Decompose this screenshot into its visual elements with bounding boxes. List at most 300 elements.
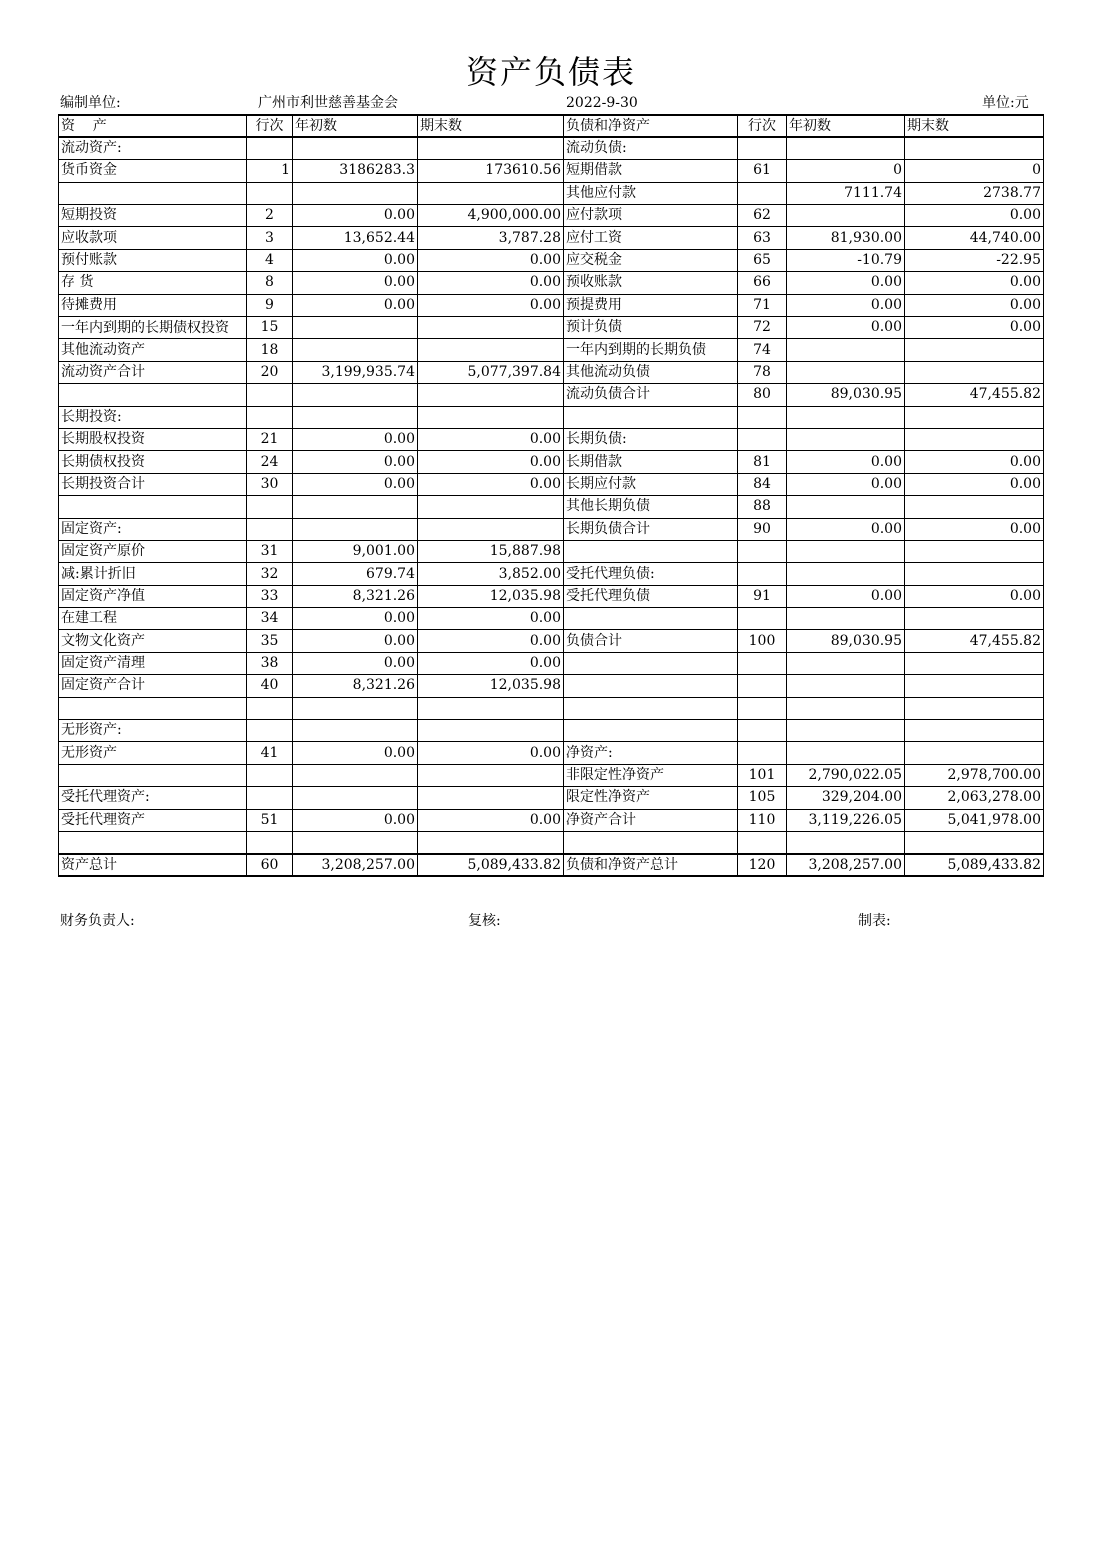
table-row	[59, 496, 1044, 518]
liab-name: 其他应付款	[564, 182, 738, 204]
asset-line	[247, 406, 293, 428]
liab-line: 62	[738, 205, 787, 227]
liab-begin	[787, 428, 905, 450]
asset-name: 文物文化资产	[59, 630, 247, 652]
liab-line: 120	[738, 854, 787, 876]
asset-end: 0.00	[418, 451, 564, 473]
liab-line: 81	[738, 451, 787, 473]
asset-line	[247, 764, 293, 786]
liab-begin: 3,119,226.05	[787, 809, 905, 831]
liab-line	[738, 608, 787, 630]
liab-line	[738, 697, 787, 719]
asset-line: 35	[247, 630, 293, 652]
asset-name	[59, 182, 247, 204]
asset-end: 0.00	[418, 608, 564, 630]
liab-begin	[787, 652, 905, 674]
liab-begin: 329,204.00	[787, 787, 905, 809]
liab-begin	[787, 361, 905, 383]
asset-begin	[293, 496, 418, 518]
liab-line: 84	[738, 473, 787, 495]
liab-line: 80	[738, 384, 787, 406]
asset-begin	[293, 764, 418, 786]
asset-line	[247, 697, 293, 719]
asset-name: 存 货	[59, 272, 247, 294]
liab-line: 63	[738, 227, 787, 249]
liab-line	[738, 675, 787, 697]
table-row	[59, 540, 1044, 562]
asset-name: 无形资产:	[59, 720, 247, 742]
col-liab: 负债和净资产	[564, 115, 738, 137]
liab-end: 0.00	[905, 518, 1044, 540]
liab-line	[738, 540, 787, 562]
table-row	[59, 764, 1044, 786]
asset-begin: 13,652.44	[293, 227, 418, 249]
asset-line: 33	[247, 585, 293, 607]
liab-begin: 0.00	[787, 473, 905, 495]
asset-begin: 3,199,935.74	[293, 361, 418, 383]
asset-line: 60	[247, 854, 293, 876]
liab-line: 78	[738, 361, 787, 383]
liab-line: 90	[738, 518, 787, 540]
asset-name: 减:累计折旧	[59, 563, 247, 585]
liab-name: 长期借款	[564, 451, 738, 473]
table-row	[59, 473, 1044, 495]
asset-end: 12,035.98	[418, 675, 564, 697]
asset-end: 0.00	[418, 473, 564, 495]
table-row	[59, 563, 1044, 585]
asset-end: 5,077,397.84	[418, 361, 564, 383]
liab-line	[738, 182, 787, 204]
asset-end: 0.00	[418, 809, 564, 831]
liab-end: 0.00	[905, 317, 1044, 339]
liab-begin: 0.00	[787, 294, 905, 316]
liab-begin: 0.00	[787, 518, 905, 540]
table-row	[59, 630, 1044, 652]
asset-end	[418, 317, 564, 339]
liab-name: 负债和净资产总计	[564, 854, 738, 876]
liab-line	[738, 406, 787, 428]
liab-end: 0.00	[905, 473, 1044, 495]
table-row	[59, 787, 1044, 809]
liab-end	[905, 540, 1044, 562]
table-row	[59, 182, 1044, 204]
liab-line: 105	[738, 787, 787, 809]
asset-begin: 679.74	[293, 563, 418, 585]
asset-end: 0.00	[418, 742, 564, 764]
liab-name: 净资产:	[564, 742, 738, 764]
table-row	[59, 697, 1044, 719]
liab-begin: 89,030.95	[787, 384, 905, 406]
unit-name: 广州市利世慈善基金会	[258, 95, 398, 111]
asset-line: 4	[247, 249, 293, 271]
asset-begin: 0.00	[293, 473, 418, 495]
liab-end	[905, 652, 1044, 674]
liab-name: 应交税金	[564, 249, 738, 271]
asset-begin: 0.00	[293, 608, 418, 630]
asset-begin	[293, 406, 418, 428]
liab-name: 长期应付款	[564, 473, 738, 495]
asset-line	[247, 384, 293, 406]
asset-begin: 0.00	[293, 742, 418, 764]
asset-begin	[293, 317, 418, 339]
table-row	[59, 406, 1044, 428]
asset-begin	[293, 518, 418, 540]
asset-line: 32	[247, 563, 293, 585]
asset-name	[59, 496, 247, 518]
table-row	[59, 428, 1044, 450]
liab-end	[905, 339, 1044, 361]
liab-begin	[787, 742, 905, 764]
asset-line: 31	[247, 540, 293, 562]
table-row	[59, 809, 1044, 831]
liab-name: 长期负债合计	[564, 518, 738, 540]
table-row	[59, 518, 1044, 540]
asset-begin: 3186283.3	[293, 160, 418, 182]
liab-name: 限定性净资产	[564, 787, 738, 809]
liab-end	[905, 608, 1044, 630]
unit-label: 编制单位:	[60, 95, 121, 111]
liab-name: 预提费用	[564, 294, 738, 316]
asset-name: 长期债权投资	[59, 451, 247, 473]
asset-name: 在建工程	[59, 608, 247, 630]
table-row	[59, 832, 1044, 854]
liab-end	[905, 496, 1044, 518]
col-begin: 年初数	[293, 115, 418, 137]
asset-end	[418, 720, 564, 742]
asset-line	[247, 137, 293, 159]
asset-begin	[293, 720, 418, 742]
liab-line: 65	[738, 249, 787, 271]
asset-begin: 0.00	[293, 809, 418, 831]
asset-line	[247, 496, 293, 518]
page-title: 资产负债表	[465, 53, 636, 91]
asset-name: 固定资产净值	[59, 585, 247, 607]
liab-name	[564, 406, 738, 428]
liab-name: 其他流动负债	[564, 361, 738, 383]
liab-end: 5,089,433.82	[905, 854, 1044, 876]
liab-end: 0.00	[905, 294, 1044, 316]
asset-end: 0.00	[418, 652, 564, 674]
liab-line: 88	[738, 496, 787, 518]
liab-line: 110	[738, 809, 787, 831]
asset-line	[247, 720, 293, 742]
liab-begin	[787, 137, 905, 159]
asset-end: 0.00	[418, 272, 564, 294]
asset-line: 3	[247, 227, 293, 249]
asset-line	[247, 182, 293, 204]
liab-line	[738, 428, 787, 450]
header-row	[59, 115, 1044, 137]
liab-line: 66	[738, 272, 787, 294]
asset-name	[59, 764, 247, 786]
col-asset: 资 产	[59, 115, 247, 137]
table-row	[59, 361, 1044, 383]
liab-begin: 0.00	[787, 585, 905, 607]
asset-name: 一年内到期的长期债权投资	[59, 317, 247, 339]
liab-line	[738, 563, 787, 585]
asset-name: 固定资产:	[59, 518, 247, 540]
liab-begin	[787, 675, 905, 697]
asset-line: 30	[247, 473, 293, 495]
table-row	[59, 294, 1044, 316]
asset-begin	[293, 832, 418, 854]
asset-end	[418, 697, 564, 719]
asset-name: 固定资产合计	[59, 675, 247, 697]
liab-begin: 0.00	[787, 272, 905, 294]
table-row	[59, 137, 1044, 159]
asset-begin: 9,001.00	[293, 540, 418, 562]
asset-begin	[293, 339, 418, 361]
liab-name	[564, 832, 738, 854]
asset-name: 预付账款	[59, 249, 247, 271]
asset-end	[418, 764, 564, 786]
table-row	[59, 249, 1044, 271]
table-row	[59, 339, 1044, 361]
asset-end	[418, 339, 564, 361]
liab-end	[905, 675, 1044, 697]
liab-begin: 0.00	[787, 451, 905, 473]
liab-end: 0.00	[905, 272, 1044, 294]
asset-line: 1	[247, 160, 293, 182]
asset-end	[418, 832, 564, 854]
asset-end: 5,089,433.82	[418, 854, 564, 876]
liab-end	[905, 832, 1044, 854]
liab-name: 非限定性净资产	[564, 764, 738, 786]
asset-end	[418, 182, 564, 204]
liab-begin	[787, 205, 905, 227]
table-row	[59, 205, 1044, 227]
asset-end: 3,852.00	[418, 563, 564, 585]
asset-begin	[293, 787, 418, 809]
asset-name: 长期投资:	[59, 406, 247, 428]
asset-line: 51	[247, 809, 293, 831]
asset-line: 18	[247, 339, 293, 361]
col-line: 行次	[247, 115, 293, 137]
asset-end: 3,787.28	[418, 227, 564, 249]
table-row	[59, 227, 1044, 249]
liab-begin	[787, 563, 905, 585]
table-row	[59, 854, 1044, 876]
liab-name: 长期负债:	[564, 428, 738, 450]
asset-line	[247, 518, 293, 540]
asset-line: 2	[247, 205, 293, 227]
liab-begin	[787, 496, 905, 518]
liab-line: 100	[738, 630, 787, 652]
liab-begin: 2,790,022.05	[787, 764, 905, 786]
asset-name	[59, 832, 247, 854]
asset-line: 34	[247, 608, 293, 630]
asset-line: 9	[247, 294, 293, 316]
report-date: 2022-9-30	[566, 95, 638, 111]
liab-line: 61	[738, 160, 787, 182]
asset-name: 待摊费用	[59, 294, 247, 316]
liab-end	[905, 428, 1044, 450]
asset-name: 货币资金	[59, 160, 247, 182]
liab-name: 一年内到期的长期负债	[564, 339, 738, 361]
liab-name	[564, 652, 738, 674]
asset-begin: 0.00	[293, 249, 418, 271]
col-end: 期末数	[418, 115, 564, 137]
liab-name: 受托代理负债:	[564, 563, 738, 585]
liab-line	[738, 832, 787, 854]
asset-line	[247, 832, 293, 854]
liab-line: 72	[738, 317, 787, 339]
asset-name: 受托代理资产:	[59, 787, 247, 809]
liab-name: 其他长期负债	[564, 496, 738, 518]
asset-end: 173610.56	[418, 160, 564, 182]
table-row	[59, 384, 1044, 406]
col-line2: 行次	[738, 115, 787, 137]
liab-begin	[787, 720, 905, 742]
col-end2: 期末数	[905, 115, 1044, 137]
liab-end	[905, 697, 1044, 719]
liab-end	[905, 742, 1044, 764]
liab-end: 47,455.82	[905, 384, 1044, 406]
asset-begin	[293, 182, 418, 204]
liab-line	[738, 137, 787, 159]
asset-end: 0.00	[418, 249, 564, 271]
liab-begin: 7111.74	[787, 182, 905, 204]
liab-name: 预收账款	[564, 272, 738, 294]
asset-begin: 0.00	[293, 428, 418, 450]
asset-name: 其他流动资产	[59, 339, 247, 361]
table-row	[59, 720, 1044, 742]
table-row	[59, 451, 1044, 473]
liab-name: 短期借款	[564, 160, 738, 182]
asset-end	[418, 787, 564, 809]
liab-end: 47,455.82	[905, 630, 1044, 652]
liab-begin	[787, 608, 905, 630]
asset-begin: 0.00	[293, 630, 418, 652]
liab-begin	[787, 339, 905, 361]
asset-begin: 0.00	[293, 294, 418, 316]
asset-begin: 0.00	[293, 272, 418, 294]
table-row	[59, 652, 1044, 674]
liab-line: 101	[738, 764, 787, 786]
asset-line: 40	[247, 675, 293, 697]
liab-end: 0	[905, 160, 1044, 182]
liab-end: 44,740.00	[905, 227, 1044, 249]
liab-name	[564, 675, 738, 697]
asset-name: 流动资产合计	[59, 361, 247, 383]
table-row	[59, 160, 1044, 182]
asset-line: 21	[247, 428, 293, 450]
liab-name: 流动负债合计	[564, 384, 738, 406]
asset-end: 4,900,000.00	[418, 205, 564, 227]
asset-name: 短期投资	[59, 205, 247, 227]
liab-begin: 89,030.95	[787, 630, 905, 652]
liab-name: 流动负债:	[564, 137, 738, 159]
liab-end: 2738.77	[905, 182, 1044, 204]
asset-begin	[293, 384, 418, 406]
balance-sheet-table	[58, 114, 1044, 877]
liab-name: 负债合计	[564, 630, 738, 652]
liab-name: 受托代理负债	[564, 585, 738, 607]
liab-end	[905, 137, 1044, 159]
asset-name: 资产总计	[59, 854, 247, 876]
asset-name: 无形资产	[59, 742, 247, 764]
finance-officer-label: 财务负责人:	[60, 913, 135, 929]
liab-begin	[787, 697, 905, 719]
reviewer-label: 复核:	[468, 913, 501, 929]
asset-line	[247, 787, 293, 809]
liab-name	[564, 540, 738, 562]
liab-begin: 3,208,257.00	[787, 854, 905, 876]
asset-begin: 3,208,257.00	[293, 854, 418, 876]
asset-end	[418, 496, 564, 518]
liab-name	[564, 608, 738, 630]
asset-begin: 8,321.26	[293, 675, 418, 697]
asset-begin: 0.00	[293, 652, 418, 674]
asset-end: 0.00	[418, 630, 564, 652]
asset-name: 应收款项	[59, 227, 247, 249]
liab-begin: 0	[787, 160, 905, 182]
asset-name	[59, 697, 247, 719]
asset-end: 15,887.98	[418, 540, 564, 562]
asset-end: 0.00	[418, 294, 564, 316]
table-row	[59, 742, 1044, 764]
table-row	[59, 317, 1044, 339]
liab-begin	[787, 540, 905, 562]
liab-begin: -10.79	[787, 249, 905, 271]
liab-name	[564, 720, 738, 742]
liab-name: 应付款项	[564, 205, 738, 227]
liab-end: 0.00	[905, 451, 1044, 473]
asset-line: 8	[247, 272, 293, 294]
asset-end: 12,035.98	[418, 585, 564, 607]
asset-line: 24	[247, 451, 293, 473]
asset-end	[418, 137, 564, 159]
asset-name: 固定资产清理	[59, 652, 247, 674]
currency-unit: 单位:元	[982, 95, 1029, 111]
liab-end	[905, 361, 1044, 383]
liab-begin: 0.00	[787, 317, 905, 339]
liab-end	[905, 720, 1044, 742]
liab-name: 净资产合计	[564, 809, 738, 831]
asset-end	[418, 518, 564, 540]
liab-end: 2,063,278.00	[905, 787, 1044, 809]
liab-begin	[787, 832, 905, 854]
liab-end	[905, 563, 1044, 585]
asset-name: 受托代理资产	[59, 809, 247, 831]
asset-line: 20	[247, 361, 293, 383]
asset-begin: 8,321.26	[293, 585, 418, 607]
liab-line: 91	[738, 585, 787, 607]
liab-end: 0.00	[905, 585, 1044, 607]
asset-begin	[293, 697, 418, 719]
liab-end: 0.00	[905, 205, 1044, 227]
table-row	[59, 608, 1044, 630]
table-row	[59, 675, 1044, 697]
liab-line: 71	[738, 294, 787, 316]
asset-name: 长期投资合计	[59, 473, 247, 495]
liab-end: -22.95	[905, 249, 1044, 271]
liab-line	[738, 742, 787, 764]
preparer-label: 制表:	[858, 913, 891, 929]
table-row	[59, 585, 1044, 607]
asset-line: 41	[247, 742, 293, 764]
col-begin2: 年初数	[787, 115, 905, 137]
asset-name: 长期股权投资	[59, 428, 247, 450]
asset-begin: 0.00	[293, 451, 418, 473]
liab-end: 5,041,978.00	[905, 809, 1044, 831]
liab-begin: 81,930.00	[787, 227, 905, 249]
asset-line: 38	[247, 652, 293, 674]
asset-end: 0.00	[418, 428, 564, 450]
liab-begin	[787, 406, 905, 428]
asset-name: 固定资产原价	[59, 540, 247, 562]
liab-name: 预计负债	[564, 317, 738, 339]
